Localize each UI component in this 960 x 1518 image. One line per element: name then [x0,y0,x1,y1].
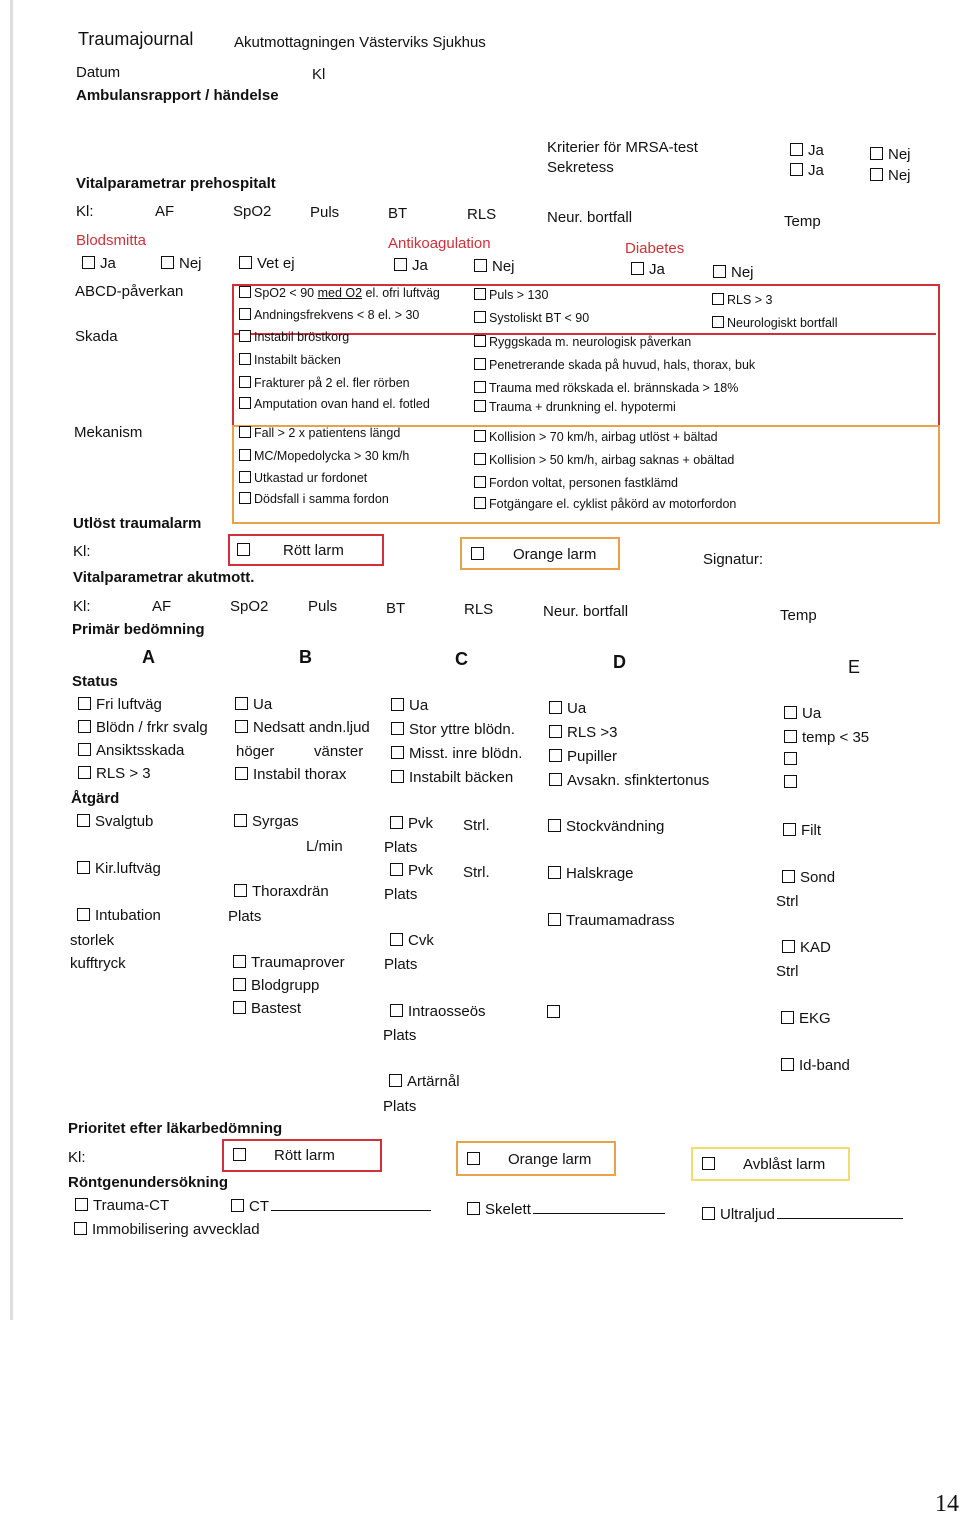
checkbox [78,743,91,756]
checkbox [239,471,251,483]
abcd-label: ABCD-påverkan [75,283,184,300]
crit-utkastad[interactable]: Utkastad ur fordonet [239,471,367,486]
d-rls[interactable]: RLS >3 [549,724,617,742]
c-plats-5: Plats [383,1098,417,1115]
scan-edge [10,0,13,1320]
pre-col: SpO2 [233,203,272,220]
checkbox [870,168,883,181]
a-ansiktsskada[interactable]: Ansiktsskada [78,742,184,760]
rontgen-title: Röntgenundersökning [68,1174,228,1191]
checkbox [702,1157,715,1170]
ultraljud-line [777,1205,903,1219]
crit-mc[interactable]: MC/Mopedolycka > 30 km/h [239,449,409,464]
col-head-c: C [455,649,468,669]
a-kufftryck: kufftryck [70,955,126,972]
checkbox [549,725,562,738]
checkbox [234,814,247,827]
pre-col: Puls [310,204,340,221]
crit-andning[interactable]: Andningsfrekvens < 8 el. > 30 [239,308,419,323]
checkbox [870,147,883,160]
d-traumamadrass[interactable]: Traumamadrass [548,912,675,930]
akut-col: Kl: [73,598,91,615]
crit-backen[interactable]: Instabilt bäcken [239,353,341,368]
rtg-trauma-ct[interactable]: Trauma-CT [75,1197,169,1215]
sekretess-ja[interactable]: Ja [790,162,824,180]
b-thoraxdran[interactable]: Thoraxdrän [234,883,329,901]
antikoag-nej[interactable]: Nej [474,258,515,276]
pre-col: AF [155,203,175,220]
checkbox [548,866,561,879]
e-sond[interactable]: Sond [782,869,835,887]
checkbox [233,955,246,968]
checkbox [783,823,796,836]
pre-col: RLS [467,206,497,223]
skada-label: Skada [75,328,118,345]
checkbox [239,286,251,298]
c-cvk[interactable]: Cvk [390,932,434,950]
mrsa-nej[interactable]: Nej [870,146,911,164]
b-vanster: vänster [314,743,364,760]
checkbox [394,258,407,271]
d-ua[interactable]: Ua [549,700,586,718]
checkbox [237,543,250,556]
checkbox [784,775,797,788]
checkbox [239,492,251,504]
prio-avblast-option[interactable]: Avblåst larm [702,1156,825,1174]
b-instabil-thorax[interactable]: Instabil thorax [235,766,346,784]
a-rls[interactable]: RLS > 3 [78,765,151,783]
checkbox [790,143,803,156]
ambulans-label: Ambulansrapport / händelse [76,87,279,104]
c-pvk-2[interactable]: Pvk [390,862,433,880]
crit-rygg[interactable]: Ryggskada m. neurologisk påverkan [474,335,691,350]
crit-kollision50[interactable]: Kollision > 50 km/h, airbag saknas + obältad [474,453,734,468]
akut-col: Puls [308,598,338,615]
checkbox [784,706,797,719]
b-plats: Plats [228,908,262,925]
checkbox [467,1152,480,1165]
checkbox [781,1011,794,1024]
atgard-label: Åtgärd [71,790,120,807]
d-pupiller[interactable]: Pupiller [549,748,617,766]
checkbox [78,697,91,710]
blodsmitta-label: Blodsmitta [76,232,147,249]
checkbox [790,163,803,176]
checkbox [234,884,247,897]
page-number: 14 [935,1491,959,1517]
rtg-skelett[interactable]: Skelett [467,1200,665,1219]
e-id-band[interactable]: Id-band [781,1057,850,1075]
d-stockvandning[interactable]: Stockvändning [548,818,664,836]
checkbox [474,311,486,323]
prio-orange-option[interactable]: Orange larm [467,1151,591,1169]
checkbox [390,1004,403,1017]
checkbox [713,265,726,278]
checkbox [474,453,486,465]
checkbox [474,358,486,370]
akut-col: Temp [780,607,817,624]
c-plats-4: Plats [383,1027,417,1044]
checkbox [548,819,561,832]
blodsmitta-vetej[interactable]: Vet ej [239,255,295,273]
checkbox [471,547,484,560]
checkbox [391,746,404,759]
diabetes-nej[interactable]: Nej [713,264,754,282]
e-empty-1[interactable] [784,751,802,769]
c-ua[interactable]: Ua [391,697,428,715]
blodsmitta-ja[interactable]: Ja [82,255,116,273]
b-traumaprover[interactable]: Traumaprover [233,954,345,972]
d-halskrage[interactable]: Halskrage [548,865,634,883]
primar-title: Primär bedömning [72,621,205,638]
sekretess-nej[interactable]: Nej [870,167,911,185]
checkbox [782,940,795,953]
prio-kl: Kl: [68,1149,86,1166]
e-strl-2: Strl [776,963,799,980]
e-filt[interactable]: Filt [783,822,821,840]
crit-puls[interactable]: Puls > 130 [474,288,548,303]
checkbox [74,1222,87,1235]
checkbox [239,426,251,438]
blodsmitta-nej[interactable]: Nej [161,255,202,273]
e-temp[interactable]: temp < 35 [784,729,869,747]
crit-frakturer[interactable]: Frakturer på 2 el. fler rörben [239,376,410,391]
c-intraosseos[interactable]: Intraosseös [390,1003,486,1021]
e-strl-1: Strl [776,893,799,910]
checkbox [77,908,90,921]
mrsa-label: Kriterier för MRSA-test [547,139,698,156]
checkbox [75,1198,88,1211]
crit-dodsfall[interactable]: Dödsfall i samma fordon [239,492,389,507]
checkbox [474,497,486,509]
prehosp-title: Vitalparametrar prehospitalt [76,175,276,192]
checkbox [233,1148,246,1161]
prio-title: Prioritet efter läkarbedömning [68,1120,283,1137]
a-fri-luftvag[interactable]: Fri luftväg [78,696,162,714]
b-ua[interactable]: Ua [235,696,272,714]
b-hoger: höger [236,743,275,760]
checkbox [239,330,251,342]
mrsa-ja[interactable]: Ja [790,142,824,160]
pre-col: Kl: [76,203,94,220]
c-instabilt-backen[interactable]: Instabilt bäcken [391,769,513,787]
checkbox [781,1058,794,1071]
a-blodn[interactable]: Blödn / frkr svalg [78,719,208,737]
checkbox [549,749,562,762]
checkbox [549,773,562,786]
crit-voltat[interactable]: Fordon voltat, personen fastklämd [474,476,678,491]
checkbox [474,335,486,347]
crit-amputation[interactable]: Amputation ovan hand el. fotled [239,397,430,412]
crit-fall[interactable]: Fall > 2 x patientens längd [239,426,400,441]
d-empty-checkbox[interactable] [547,1004,565,1022]
checkbox [233,978,246,991]
b-lmin: L/min [306,838,343,855]
e-kad[interactable]: KAD [782,939,831,957]
crit-rls[interactable]: RLS > 3 [712,293,773,308]
alarm-title: Utlöst traumalarm [73,515,202,532]
checkbox [390,933,403,946]
e-empty-2[interactable] [784,774,802,792]
checkbox [239,397,251,409]
checkbox [235,720,248,733]
checkbox [702,1207,715,1220]
crit-neuro[interactable]: Neurologiskt bortfall [712,316,837,331]
akut-col: SpO2 [230,598,269,615]
rtg-ct[interactable]: CT [231,1197,431,1216]
crit-bt[interactable]: Systoliskt BT < 90 [474,311,589,326]
checkbox [239,449,251,461]
ct-line [271,1197,431,1211]
checkbox [235,697,248,710]
col-head-e: E [848,657,861,677]
checkbox [474,259,487,272]
orange-alarm-option[interactable]: Orange larm [471,546,596,564]
c-misst-inre[interactable]: Misst. inre blödn. [391,745,522,763]
rtg-ultraljud[interactable]: Ultraljud [702,1205,903,1224]
checkbox [391,770,404,783]
checkbox [547,1005,560,1018]
page-title: Traumajournal [78,29,194,49]
akut-col: Neur. bortfall [543,603,629,620]
a-intubation[interactable]: Intubation [77,907,161,925]
checkbox [82,256,95,269]
a-storlek: storlek [70,932,115,949]
akut-col: RLS [464,601,494,618]
b-syrgas[interactable]: Syrgas [234,813,299,831]
antikoag-label: Antikoagulation [388,235,491,252]
c-stor-yttre[interactable]: Stor yttre blödn. [391,721,515,739]
checkbox [782,870,795,883]
checkbox [77,814,90,827]
checkbox [77,861,90,874]
alarm-kl: Kl: [73,543,91,560]
mekanism-label: Mekanism [74,424,143,441]
antikoag-ja[interactable]: Ja [394,257,428,275]
e-ekg[interactable]: EKG [781,1010,831,1028]
signatur-label: Signatur: [703,551,764,568]
crit-kollision70[interactable]: Kollision > 70 km/h, airbag utlöst + bältad [474,430,718,445]
c-strl-1: Strl. [463,817,490,834]
hospital-name: Akutmottagningen Västerviks Sjukhus [234,34,486,51]
checkbox [390,863,403,876]
pre-col: BT [388,205,408,222]
b-nedsatt[interactable]: Nedsatt andn.ljud [235,719,370,737]
checkbox [78,720,91,733]
c-plats-1: Plats [384,839,418,856]
c-plats-2: Plats [384,886,418,903]
checkbox [631,262,644,275]
d-sfinktertonus[interactable]: Avsakn. sfinktertonus [549,772,709,790]
b-blodgrupp[interactable]: Blodgrupp [233,977,319,995]
a-kir-luftvag[interactable]: Kir.luftväg [77,860,161,878]
crit-spo2[interactable]: SpO2 < 90 med O2 el. ofri luftväg [239,286,440,301]
akut-title: Vitalparametrar akutmott. [73,569,255,586]
checkbox [712,293,724,305]
crit-rokskada[interactable]: Trauma med rökskada el. brännskada > 18% [474,381,738,396]
checkbox [548,913,561,926]
pre-col: Neur. bortfall [547,209,633,226]
checkbox [474,400,486,412]
checkbox [239,376,251,388]
b-bastest[interactable]: Bastest [233,1000,301,1018]
kl-label: Kl [312,66,326,83]
checkbox [474,430,486,442]
c-plats-3: Plats [384,956,418,973]
checkbox [549,701,562,714]
checkbox [391,698,404,711]
datum-label: Datum [76,64,121,81]
crit-penetrerande[interactable]: Penetrerande skada på huvud, hals, thorax, buk [474,358,755,373]
checkbox [391,722,404,735]
checkbox [467,1202,480,1215]
checkbox [712,316,724,328]
c-strl-2: Strl. [463,864,490,881]
checkbox [784,730,797,743]
e-ua[interactable]: Ua [784,705,821,723]
checkbox [784,752,797,765]
checkbox [389,1074,402,1087]
c-pvk-1[interactable]: Pvk [390,815,433,833]
crit-fotgangare[interactable]: Fotgängare el. cyklist påkörd av motorfordon [474,497,736,512]
checkbox [474,381,486,393]
checkbox [239,308,251,320]
checkbox [390,816,403,829]
a-svalgtub[interactable]: Svalgtub [77,813,153,831]
col-head-a: A [142,647,155,667]
col-head-d: D [613,652,626,672]
crit-brostkorg[interactable]: Instabil bröstkorg [239,330,349,345]
status-label: Status [72,673,118,690]
col-head-b: B [299,647,312,667]
checkbox [239,353,251,365]
checkbox [474,288,486,300]
skelett-line [533,1200,665,1214]
red-alarm-option[interactable]: Rött larm [237,542,344,560]
checkbox [474,476,486,488]
akut-col: BT [386,600,406,617]
prio-red-option[interactable]: Rött larm [233,1147,335,1165]
checkbox [239,256,252,269]
checkbox [235,767,248,780]
checkbox [78,766,91,779]
crit-drunkning[interactable]: Trauma + drunkning el. hypotermi [474,400,676,415]
akut-col: AF [152,598,172,615]
diabetes-label: Diabetes [625,240,685,257]
checkbox [231,1199,244,1212]
pre-col: Temp [784,213,821,230]
checkbox [161,256,174,269]
sekretess-label: Sekretess [547,159,614,176]
diabetes-ja[interactable]: Ja [631,261,665,279]
immob-avvecklad[interactable]: Immobilisering avvecklad [74,1221,260,1239]
checkbox [233,1001,246,1014]
c-artarnal[interactable]: Artärnål [389,1073,460,1091]
